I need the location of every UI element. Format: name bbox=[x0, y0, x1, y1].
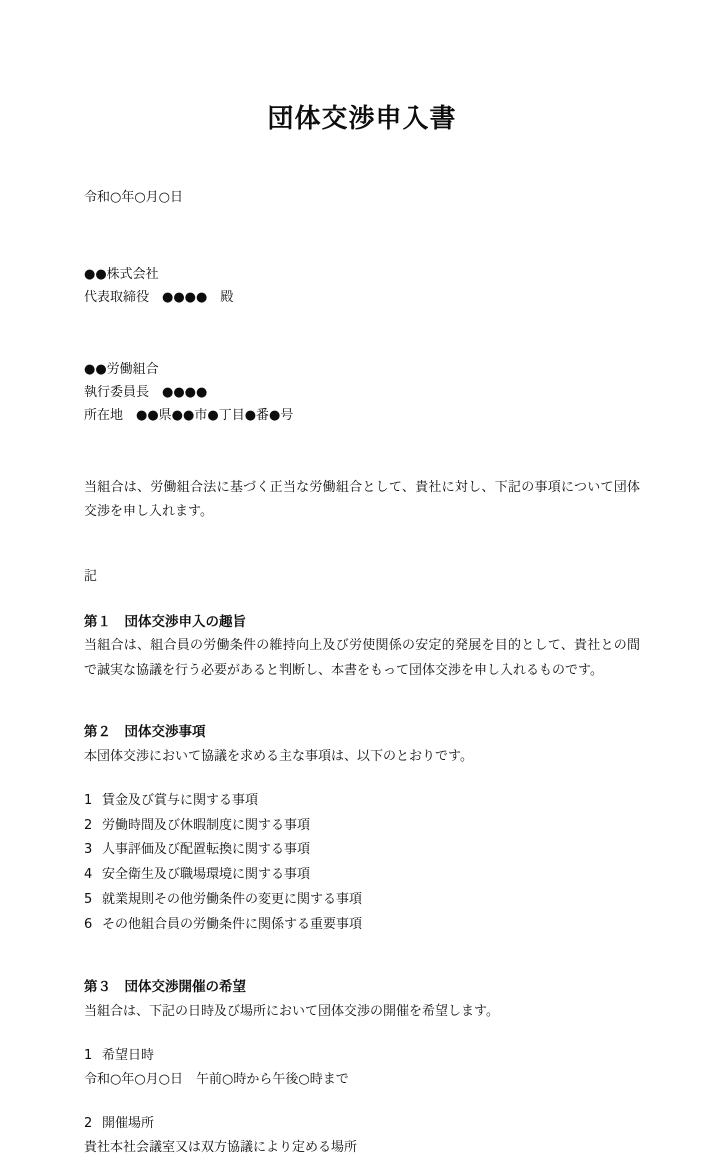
sub-item-venue bbox=[84, 1112, 640, 1160]
sub-item-number: 2 bbox=[84, 1116, 93, 1132]
sender-chairman: 執行委員長 ●●●● bbox=[84, 385, 208, 401]
section-2 bbox=[84, 721, 640, 939]
list-item-number: 1 bbox=[84, 792, 93, 808]
sub-item-label-text: 希望日時 bbox=[102, 1048, 155, 1064]
list-item-label: 労働時間及び休暇制度に関する事項 bbox=[102, 817, 311, 833]
intro-paragraph: 当組合は、労働組合法に基づく正当な労働組合として、貴社に対し、下記の事項について団体交渉を申し入れます。 bbox=[84, 479, 640, 519]
section-1-heading: 第１ 団体交渉申入の趣旨 bbox=[84, 613, 246, 630]
addressee-block bbox=[84, 264, 640, 310]
addressee-company: ●●株式会社 bbox=[84, 266, 159, 282]
list-item-label: 人事評価及び配置転換に関する事項 bbox=[102, 842, 311, 858]
list-item-label: 就業規則その他労働条件の変更に関する事項 bbox=[102, 892, 363, 908]
sub-item-value: 貴社本社会議室又は双方協議により定める場所 bbox=[84, 1140, 358, 1156]
list-item-number: 5 bbox=[84, 892, 93, 908]
list-item bbox=[84, 863, 640, 888]
page-title: 団体交渉申入書 bbox=[267, 104, 457, 134]
list-item-label: その他組合員の労働条件に関係する重要事項 bbox=[102, 917, 363, 933]
sender-union: ●●労働組合 bbox=[84, 362, 159, 378]
sub-item-heading bbox=[84, 1112, 640, 1136]
list-item-label: 安全衛生及び職場環境に関する事項 bbox=[102, 867, 311, 883]
list-item bbox=[84, 888, 640, 913]
sender-block bbox=[84, 359, 640, 427]
sub-item-desired-datetime bbox=[84, 1044, 640, 1092]
list-item bbox=[84, 838, 640, 863]
sub-item-value: 令和○年○月○日 午前○時から午後○時まで bbox=[84, 1072, 349, 1088]
list-item bbox=[84, 913, 640, 938]
negotiation-items-list bbox=[84, 789, 640, 939]
list-item bbox=[84, 789, 640, 814]
list-item-number: 2 bbox=[84, 817, 93, 833]
list-item bbox=[84, 814, 640, 839]
section-3 bbox=[84, 976, 640, 1160]
list-item-number: 6 bbox=[84, 917, 93, 933]
sub-item-heading bbox=[84, 1044, 640, 1068]
addressee-representative: 代表取締役 ●●●● 殿 bbox=[84, 289, 234, 305]
list-item-label: 賃金及び賞与に関する事項 bbox=[102, 792, 259, 808]
section-1 bbox=[84, 611, 640, 683]
sub-item-number: 1 bbox=[84, 1048, 93, 1064]
kiji-mark: 記 bbox=[84, 568, 98, 584]
list-item-number: 3 bbox=[84, 842, 93, 858]
list-item-number: 4 bbox=[84, 867, 93, 883]
sub-item-label-text: 開催場所 bbox=[102, 1116, 155, 1132]
section-3-heading: 第３ 団体交渉開催の希望 bbox=[84, 979, 246, 996]
section-3-body: 当組合は、下記の日時及び場所において団体交渉の開催を希望します。 bbox=[84, 1004, 499, 1020]
section-1-body: 当組合は、組合員の労働条件の維持向上及び労使関係の安定的発展を目的として、貴社との間で誠実な協議を行う必要があると判断し、本書をもって団体交渉を申し入れるものです。 bbox=[84, 638, 640, 678]
section-2-heading: 第２ 団体交渉事項 bbox=[84, 723, 206, 740]
sender-address: 所在地 ●●県●●市●丁目●番●号 bbox=[84, 407, 294, 423]
section-2-body: 本団体交渉において協議を求める主な事項は、以下のとおりです。 bbox=[84, 748, 473, 764]
date-line: 令和○年○月○日 bbox=[84, 190, 184, 206]
